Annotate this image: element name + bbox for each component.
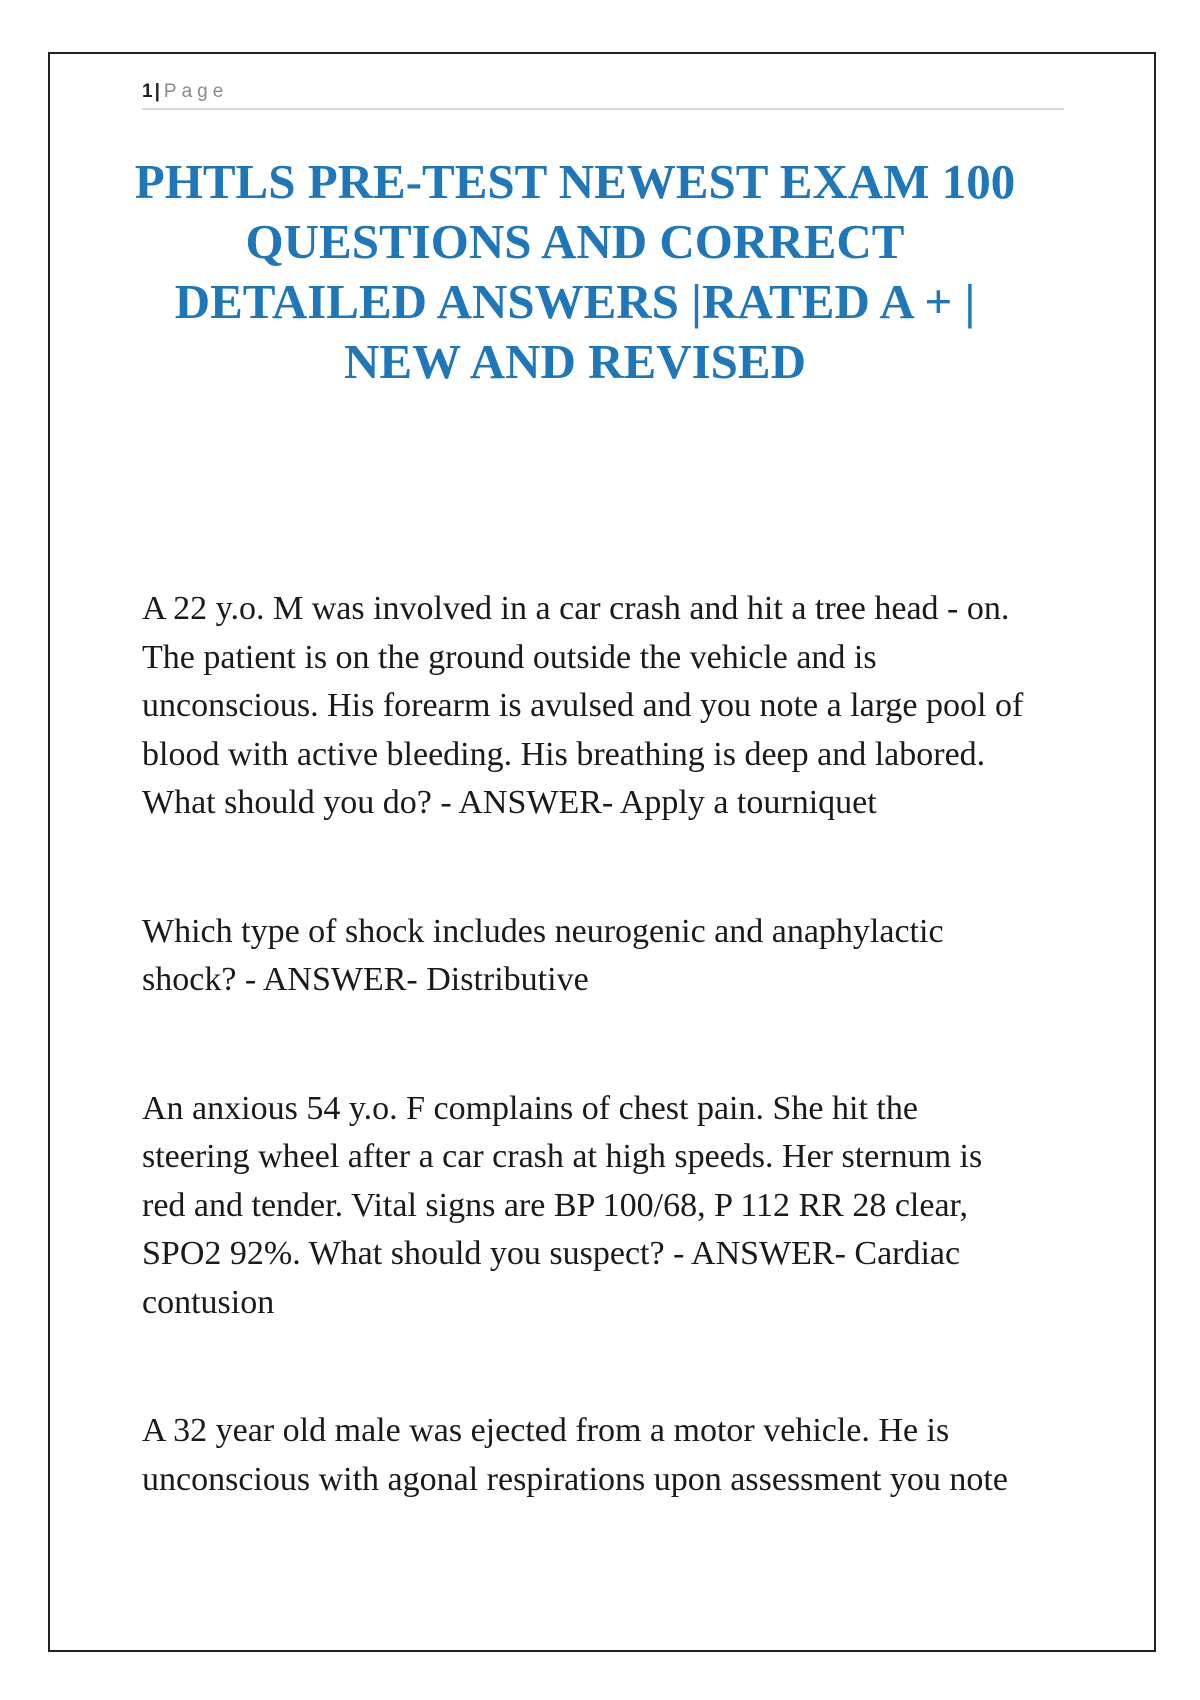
title-line: PHTLS PRE-TEST NEWEST EXAM 100	[134, 154, 1016, 209]
question-line: An anxious 54 y.o. F complains of chest pain. She hit the	[142, 1089, 918, 1127]
page-number: 1	[142, 81, 153, 102]
question-item	[142, 1085, 1082, 1328]
question-line: What should you do? - ANSWER- Apply a tourniquet	[142, 784, 877, 821]
question-item	[142, 1407, 1082, 1504]
title-line: DETAILED ANSWERS |RATED A + |	[174, 274, 976, 329]
question-list	[142, 585, 1082, 1504]
title-line: NEW AND REVISED	[344, 334, 806, 389]
question-line: unconscious with agonal respirations upon assessment you note	[142, 1460, 1008, 1498]
question-line: shock? - ANSWER- Distributive	[142, 961, 589, 998]
question-line: red and tender. Vital signs are BP 100/68, P 112 RR 28 clear,	[142, 1186, 969, 1224]
question-line: Which type of shock includes neurogenic and anaphylactic	[142, 912, 944, 950]
question-line: A 32 year old male was ejected from a motor vehicle. He is	[142, 1412, 950, 1449]
question-line: unconscious. His forearm is avulsed and you note a large pool of	[142, 687, 1024, 724]
question-item	[142, 585, 1082, 828]
question-item	[142, 908, 1082, 1005]
question-line: The patient is on the ground outside the vehicle and is	[142, 638, 877, 676]
question-line: blood with active bleeding. His breathing is deep and labored.	[142, 735, 986, 773]
page-separator: |	[154, 81, 160, 102]
document-title	[110, 152, 1040, 392]
question-line: steering wheel after a car crash at high speeds. Her sternum is	[142, 1138, 983, 1175]
page-header	[142, 80, 1064, 110]
page-label: Page	[163, 81, 229, 102]
question-line: contusion	[142, 1283, 275, 1321]
title-line: QUESTIONS AND CORRECT	[245, 214, 905, 269]
question-line: A 22 y.o. M was involved in a car crash and hit a tree head - on.	[142, 590, 1010, 627]
question-line: SPO2 92%. What should you suspect? - ANSWER- Cardiac	[142, 1235, 961, 1272]
